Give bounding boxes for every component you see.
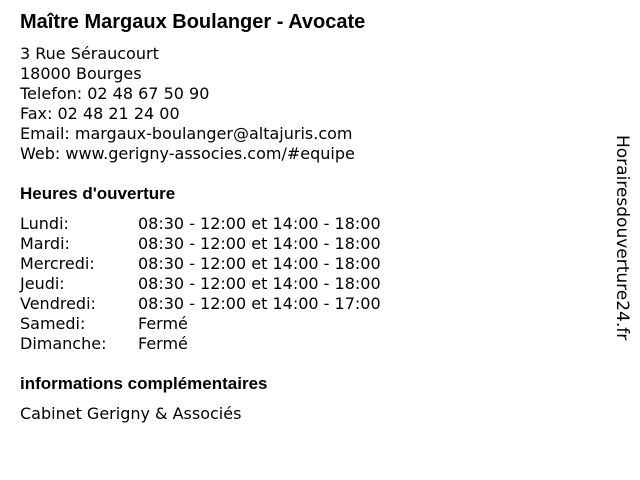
page-title: Maître Margaux Boulanger - Avocate bbox=[20, 11, 366, 33]
side-brand-watermark bbox=[612, 135, 632, 370]
phone-number: Telefon: 02 48 67 50 90 bbox=[20, 84, 210, 103]
day-label: Mercredi: bbox=[20, 254, 95, 273]
hours-value: Fermé bbox=[138, 334, 188, 353]
side-brand-text: Horairesdouverture24.fr bbox=[612, 135, 632, 341]
hours-value: 08:30 - 12:00 et 14:00 - 18:00 bbox=[138, 274, 381, 293]
address-street: 3 Rue Séraucourt bbox=[20, 44, 159, 63]
hours-value: 08:30 - 12:00 et 14:00 - 18:00 bbox=[138, 234, 381, 253]
day-label: Vendredi: bbox=[20, 294, 96, 313]
additional-info-heading: informations complémentaires bbox=[20, 374, 268, 393]
hours-value: 08:30 - 12:00 et 14:00 - 18:00 bbox=[138, 214, 381, 233]
day-label: Samedi: bbox=[20, 314, 86, 333]
hours-value: 08:30 - 12:00 et 14:00 - 18:00 bbox=[138, 254, 381, 273]
contact-block bbox=[20, 44, 355, 164]
opening-hours-heading: Heures d'ouverture bbox=[20, 184, 176, 203]
day-label: Lundi: bbox=[20, 214, 69, 233]
email-address: Email: margaux-boulanger@altajuris.com bbox=[20, 124, 353, 143]
hours-value: Fermé bbox=[138, 314, 188, 333]
day-label: Dimanche: bbox=[20, 334, 107, 353]
day-label: Jeudi: bbox=[20, 274, 65, 293]
address-city: 18000 Bourges bbox=[20, 64, 142, 83]
hours-value: 08:30 - 12:00 et 14:00 - 17:00 bbox=[138, 294, 381, 313]
additional-info-text: Cabinet Gerigny & Associés bbox=[20, 404, 242, 423]
day-label: Mardi: bbox=[20, 234, 70, 253]
website-address: Web: www.gerigny-associes.com/#equipe bbox=[20, 144, 355, 163]
fax-number: Fax: 02 48 21 24 00 bbox=[20, 104, 180, 123]
